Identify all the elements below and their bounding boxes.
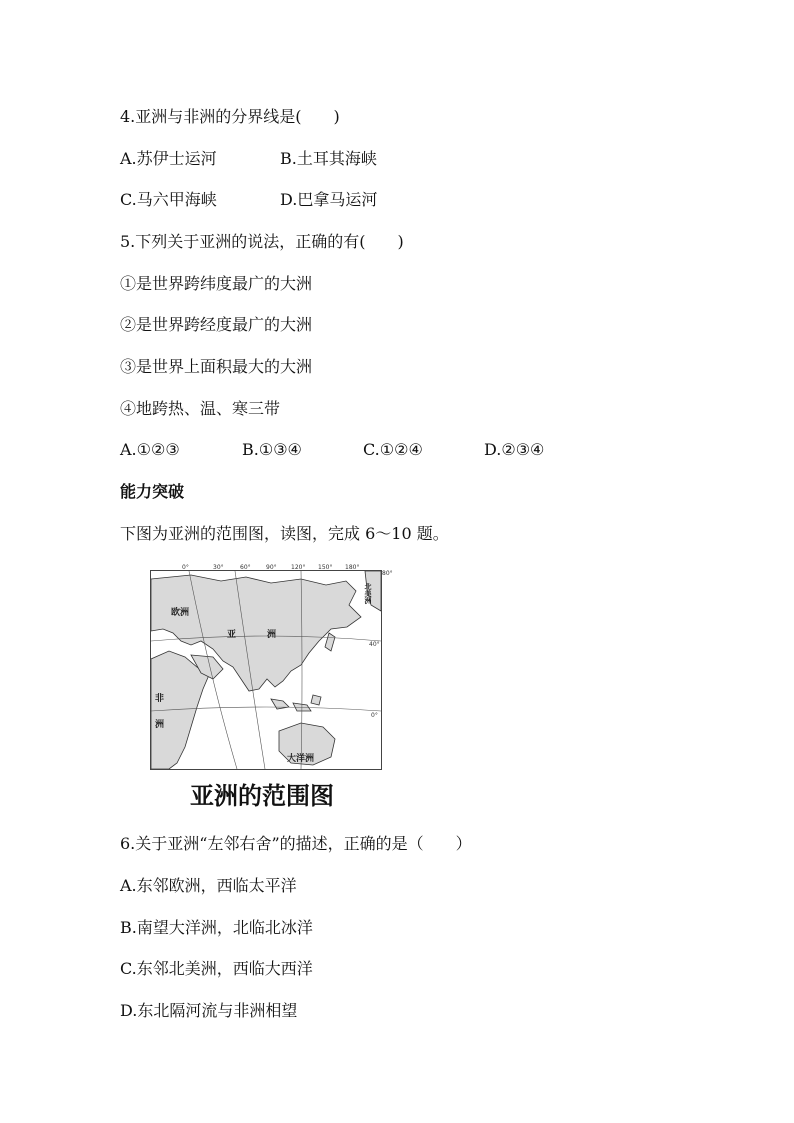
label-europe: 欧洲 xyxy=(171,608,190,618)
label-africa-1: 非 xyxy=(155,694,165,704)
q6-stem: 6.关于亚洲“左邻右舍”的描述，正确的是（ ） xyxy=(120,834,472,853)
lon-label-150: 150° xyxy=(318,564,333,571)
q4-stem: 4.亚洲与非洲的分界线是( ) xyxy=(120,107,340,126)
asia-map xyxy=(150,570,382,770)
lat-40: 40° xyxy=(369,641,380,648)
lon-label-90: 90° xyxy=(266,564,277,571)
q5-statement-4: ④地跨热、温、寒三带 xyxy=(120,399,281,418)
q5-option-b: B.①③④ xyxy=(242,440,302,459)
q6-option-d: D.东北隔河流与非洲相望 xyxy=(120,1001,298,1020)
q5-statement-2: ②是世界跨经度最广的大洲 xyxy=(120,315,313,334)
q5-stem: 5.下列关于亚洲的说法，正确的有( ) xyxy=(120,232,404,251)
section-intro: 下图为亚洲的范围图，读图，完成 6～10 题。 xyxy=(120,524,449,543)
land xyxy=(151,571,381,769)
lon-label-120: 120° xyxy=(291,564,306,571)
label-north-america: 北美洲 xyxy=(364,583,372,604)
lon-label-30: 30° xyxy=(213,564,224,571)
q6-option-a: A.东邻欧洲，西临太平洋 xyxy=(120,876,297,895)
q6-option-b: B.南望大洋洲，北临北冰洋 xyxy=(120,918,313,937)
lat-0: 0° xyxy=(371,712,378,719)
lon-label-0: 0° xyxy=(182,564,189,571)
label-africa-2: 洲 xyxy=(155,720,165,730)
map-caption: 亚洲的范围图 xyxy=(190,782,334,810)
q5-statement-1: ①是世界跨纬度最广的大洲 xyxy=(120,274,313,293)
q4-option-c: C.马六甲海峡 xyxy=(120,190,217,209)
q5-option-c: C.①②④ xyxy=(363,440,423,459)
lat-label-80: 80° xyxy=(382,570,393,577)
q4-option-d: D.巴拿马运河 xyxy=(280,190,378,209)
section-title: 能力突破 xyxy=(120,482,185,501)
lon-label-60: 60° xyxy=(240,564,251,571)
q5-option-a: A.①②③ xyxy=(120,440,180,459)
label-oceania: 大洋洲 xyxy=(287,754,315,764)
q5-option-d: D.②③④ xyxy=(484,440,545,459)
label-asia-1: 亚 xyxy=(227,630,237,640)
q4-option-a: A.苏伊士运河 xyxy=(120,149,217,168)
label-asia-2: 洲 xyxy=(267,630,277,640)
q5-statement-3: ③是世界上面积最大的大洲 xyxy=(120,357,313,376)
q6-option-c: C.东邻北美洲，西临大西洋 xyxy=(120,959,313,978)
lon-label-180: 180° xyxy=(345,564,360,571)
q4-option-b: B.土耳其海峡 xyxy=(280,149,377,168)
